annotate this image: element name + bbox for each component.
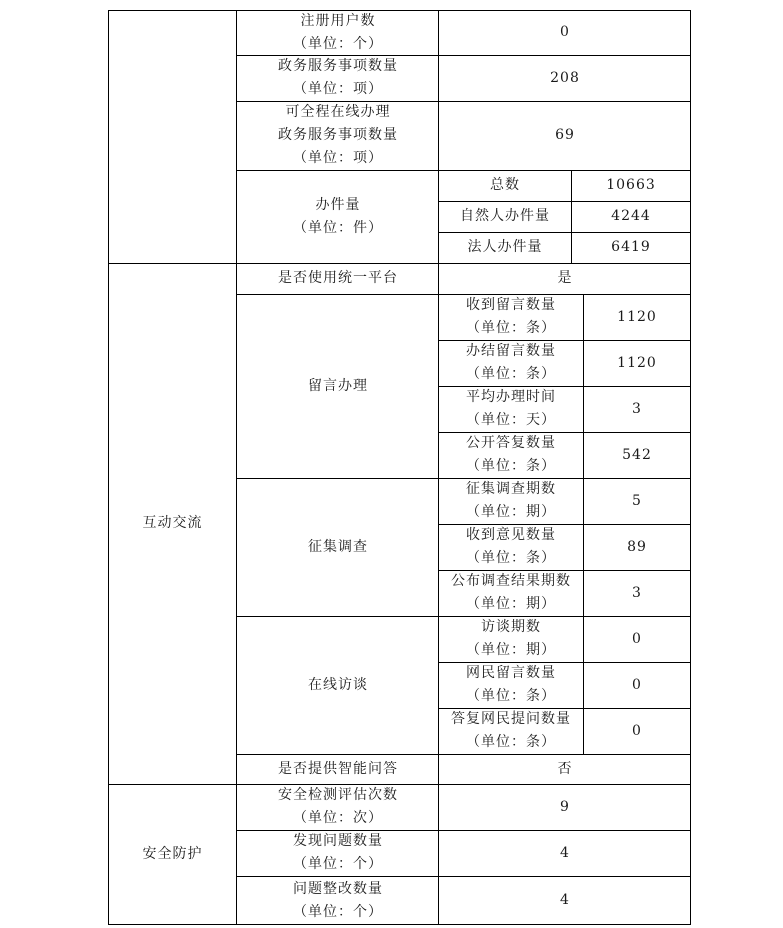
label-full-online-items: 可全程在线办理 政务服务事项数量 （单位：项） [278,104,398,166]
grid-line [236,876,691,877]
grid-line [438,432,691,433]
label-survey: 征集调查 [308,538,368,555]
value-gov-service-items: 208 [550,69,580,86]
value-issues-found: 4 [560,844,570,861]
label-answered: 答复网民提问数量 （单位：条） [451,711,571,750]
value-case-natural: 4244 [611,208,651,224]
grid-line [438,386,691,387]
grid-line [236,55,691,56]
grid-line [571,170,572,263]
label-issues-fixed: 问题整改数量 （单位：个） [293,880,383,920]
grid-line [438,201,691,202]
label-case-volume: 办件量 （单位：件） [293,196,383,236]
grid-line [236,616,691,617]
label-messages-received: 收到留言数量 （单位：条） [466,297,556,336]
value-case-legal: 6419 [611,239,651,255]
grid-line [108,10,691,11]
grid-line [690,10,691,925]
grid-line [236,10,237,925]
label-unified-platform: 是否使用统一平台 [278,270,398,286]
grid-line [108,10,109,925]
label-survey-opinions: 收到意见数量 （单位：条） [466,527,556,566]
label-smart-qa: 是否提供智能问答 [278,760,398,777]
value-public-replies: 542 [622,446,652,463]
grid-line [438,662,691,663]
grid-line [438,10,439,925]
value-survey-results: 3 [632,584,642,601]
grid-line [438,570,691,571]
value-interview-periods: 0 [632,630,642,647]
label-interview-periods: 访谈期数 （单位：期） [466,619,556,658]
label-case-natural: 自然人办件量 [460,208,550,224]
label-netizen-messages: 网民留言数量 （单位：条） [466,665,556,704]
value-survey-periods: 5 [632,492,642,509]
value-registered-users: 0 [560,24,570,40]
grid-line [108,784,691,785]
value-smart-qa: 否 [557,760,573,777]
section-interaction: 互动交流 [142,515,203,531]
value-full-online-items: 69 [555,127,575,143]
grid-line [438,340,691,341]
grid-line [236,754,691,755]
label-messages: 留言办理 [308,377,368,394]
grid-line [438,524,691,525]
label-case-legal: 法人办件量 [467,239,543,255]
value-messages-received: 1120 [617,308,657,325]
value-case-total: 10663 [606,177,656,193]
label-survey-results: 公布调查结果期数 （单位：期） [451,573,571,612]
grid-line [236,478,691,479]
value-messages-completed: 1120 [617,354,657,371]
grid-line [236,294,691,295]
value-inspections: 9 [560,798,570,815]
label-case-total: 总数 [490,177,520,193]
grid-line [108,263,691,264]
section-security: 安全防护 [142,846,203,862]
value-answered: 0 [632,722,642,739]
grid-line [438,708,691,709]
label-survey-periods: 征集调查期数 （单位：期） [466,481,556,520]
label-public-replies: 公开答复数量 （单位：条） [466,435,556,474]
value-unified-platform: 是 [557,270,573,286]
value-avg-time: 3 [632,400,642,417]
value-issues-fixed: 4 [560,892,570,908]
label-inspections: 安全检测评估次数 （单位：次） [278,787,398,826]
label-registered-users: 注册用户数 （单位：个） [293,12,383,52]
label-issues-found: 发现问题数量 （单位：个） [293,833,383,872]
label-messages-completed: 办结留言数量 （单位：条） [466,343,556,382]
label-interview: 在线访谈 [308,676,368,693]
grid-line [438,232,691,233]
value-survey-opinions: 89 [627,538,647,555]
label-avg-time: 平均办理时间 （单位：天） [466,389,556,428]
grid-line [236,170,691,171]
grid-line [236,101,691,102]
value-netizen-messages: 0 [632,676,642,693]
grid-line [236,830,691,831]
label-gov-service-items: 政务服务事项数量 （单位：项） [278,58,398,97]
grid-line [108,924,691,925]
